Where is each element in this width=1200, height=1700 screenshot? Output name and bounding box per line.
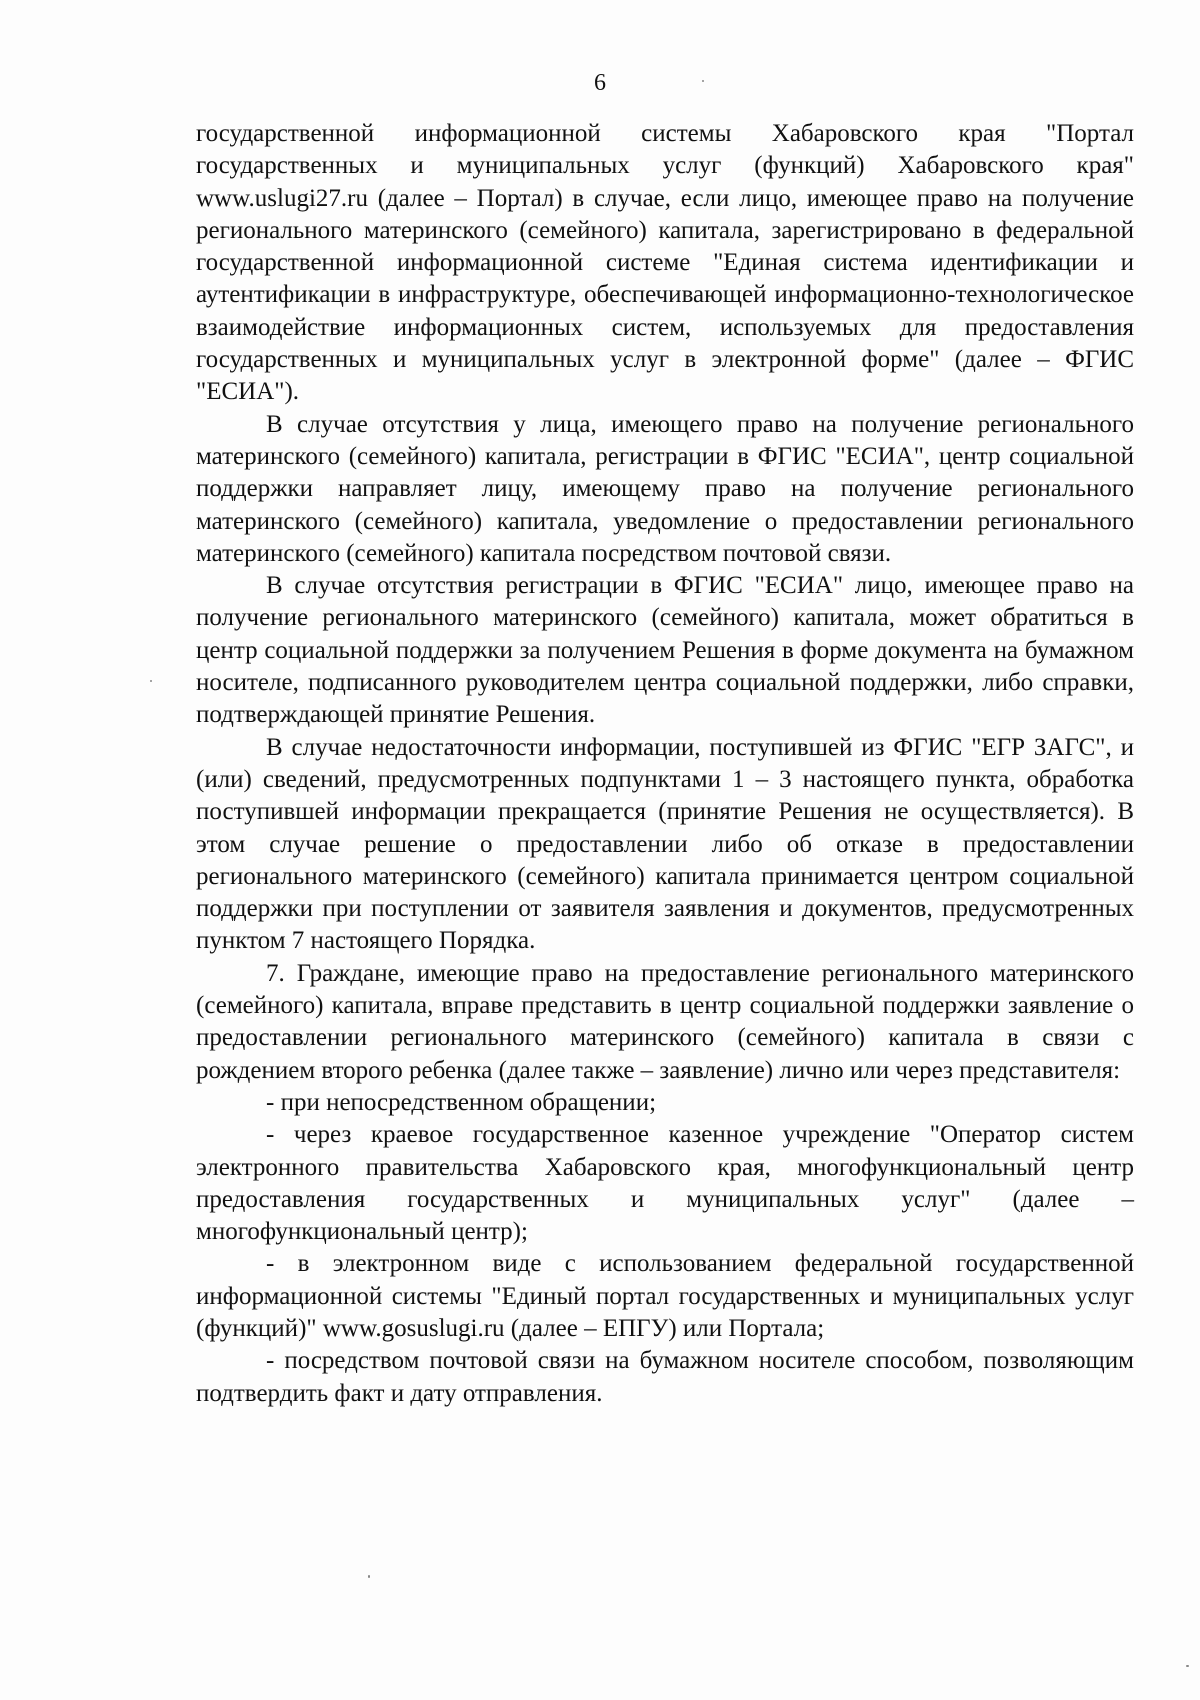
scan-speck (1186, 1665, 1189, 1667)
list-item-postal: - посредством почтовой связи на бумажном носителе способом, позволяющим подтвердить факт и дату отправления. (196, 1347, 1134, 1407)
list-item-electronic: - в электронном виде с использованием федеральной государственной информационной системы "Единый портал государственных и муниципальных услуг (функций)" www.gosuslugi.ru (далее – ЕПГУ) или Портала; (196, 1250, 1134, 1342)
list-item-in-person: - при непосредственном обращении; (266, 1088, 657, 1116)
page-number: 6 (594, 70, 606, 96)
scan-speck (702, 80, 704, 82)
list-item-mfc: - через краевое государственное казенное учреждение "Оператор систем электронного правительства Хабаровского края, многофункциональный центр предоставления государственных и муниципальных услуг" (далее – многофункциональный центр); (196, 1121, 1134, 1246)
paragraph-continuation: государственной информационной системы Хабаровского края "Портал государственных и муниципальных услуг (функций) Хабаровского края" www.uslugi27.ru (далее – Портал) в случае, если лицо, имеющее право на получение регионального материнского (семейного) капитала, зарегистрировано в федеральной государственной информационной системе "Единая система идентификации и аутентификации в инфраструктуре, обеспечивающей информационно-технологическое взаимодействие информационных систем, используемых для предоставления государственных и муниципальных услуг в электронной форме" (далее – ФГИС "ЕСИА"). (196, 120, 1134, 406)
paragraph-clause-7: 7. Граждане, имеющие право на предоставление регионального материнского (семейного) капитала, вправе представить в центр социальной поддержки заявление о предоставлении регионального материнского (семейного) капитала в связи с рождением второго ребенка (далее также – заявление) лично или через представителя: (196, 959, 1134, 1084)
paragraph-paper-decision: В случае отсутствия регистрации в ФГИС "ЕСИА" лицо, имеющее право на получение регионального материнского (семейного) капитала, может обратиться в центр социальной поддержки за получением Решения в форме документа на бумажном носителе, подписанного руководителем центра социальной поддержки, либо справки, подтверждающей принятие Решения. (196, 572, 1134, 729)
paragraph-no-esia-registration: В случае отсутствия у лица, имеющего право на получение регионального материнского (семейного) капитала, регистрации в ФГИС "ЕСИА", центр социальной поддержки направляет лицу, имеющему право на получение регионального материнского (семейного) капитала, уведомление о предоставлении регионального материнского (семейного) капитала посредством почтовой связи. (196, 410, 1134, 567)
scan-speck (150, 680, 152, 682)
document-body (196, 118, 1134, 1410)
scan-speck (368, 1575, 370, 1578)
paragraph-insufficient-info: В случае недостаточности информации, поступившей из ФГИС "ЕГР ЗАГС", и (или) сведений, предусмотренных подпунктами 1 – 3 настоящего пункта, обработка поступившей информации прекращается (принятие Решения не осуществляется). В этом случае решение о предоставлении либо об отказе в предоставлении регионального материнского (семейного) капитала принимается центром социальной поддержки при поступлении от заявителя заявления и документов, предусмотренных пунктом 7 настоящего Порядка. (196, 733, 1134, 955)
